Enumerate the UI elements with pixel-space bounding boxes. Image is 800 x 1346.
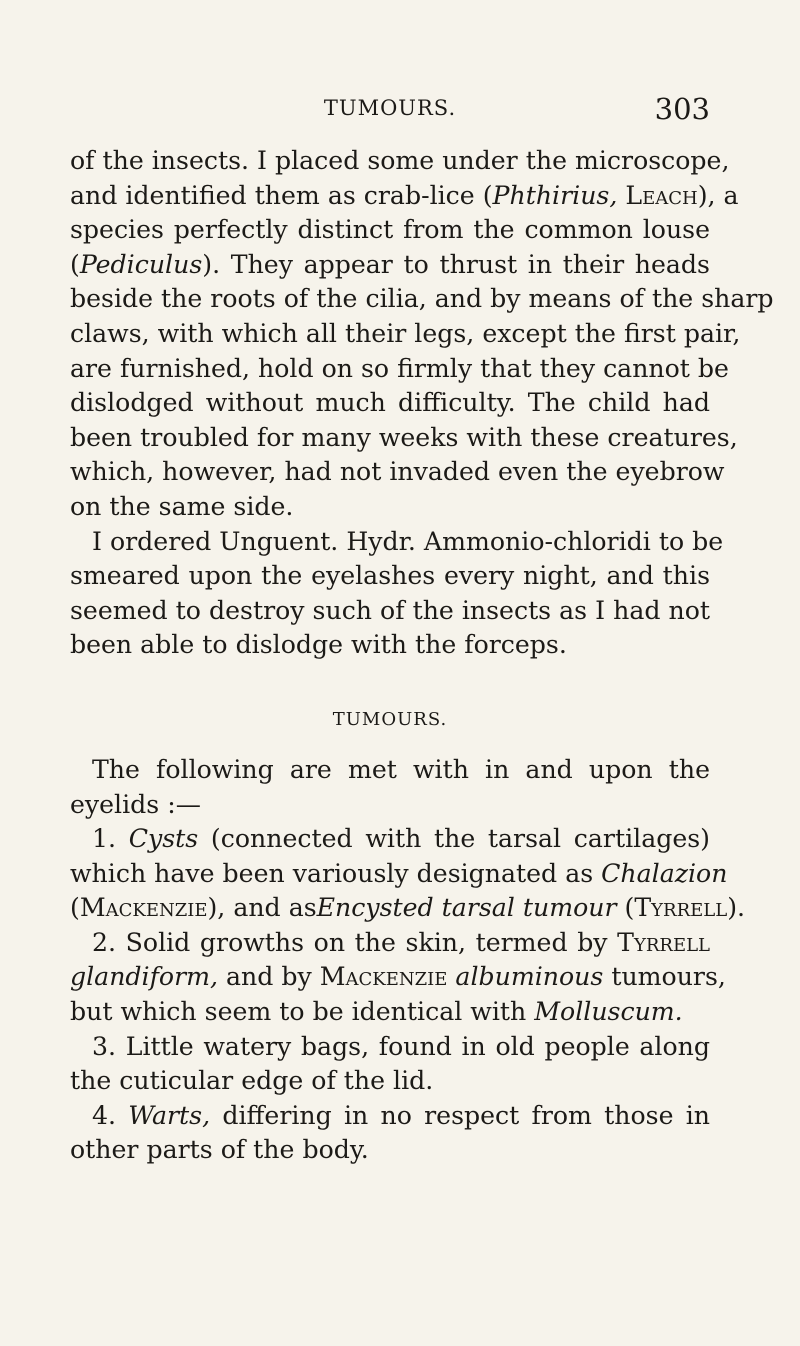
text-line: been troubled for many weeks with these creatures, xyxy=(70,422,738,452)
list-item-2: 2. Solid growths on the skin, termed by Tyrrell xyxy=(92,927,710,957)
text-line: which, however, had not invaded even the eyebrow xyxy=(70,457,725,487)
text-line: been able to dislodge with the forceps. xyxy=(70,630,567,660)
text-line: (Mackenzie), and asEncysted tarsal tumour (Tyrrell). xyxy=(70,893,746,923)
body-text xyxy=(70,144,774,1168)
text-line: of the insects. I placed some under the microscope, xyxy=(70,146,730,175)
section-heading: TUMOURS. xyxy=(332,708,448,730)
text-line: claws, with which all their legs, except the first pair, xyxy=(70,318,741,348)
text-line: eyelids :— xyxy=(70,789,201,819)
list-item-3: 3. Little watery bags, found in old people along xyxy=(92,1031,710,1061)
text-line: the cuticular edge of the lid. xyxy=(70,1066,434,1096)
text-line: but which seem to be identical with Molluscum. xyxy=(70,997,683,1027)
text-line: which have been variously designated as Chalazion xyxy=(70,858,728,888)
page-number: 303 xyxy=(654,92,710,126)
text-line: glandiform, and by Mackenzie albuminous tumours, xyxy=(70,962,726,992)
text-line: beside the roots of the cilia, and by means of the sharp xyxy=(70,284,774,314)
list-item-4: 4. Warts, differing in no respect from those in xyxy=(92,1100,710,1130)
text-line: species perfectly distinct from the common louse xyxy=(70,215,710,245)
text-line: (Pediculus). They appear to thrust in their heads xyxy=(70,249,710,279)
text-line: on the same side. xyxy=(70,491,294,521)
text-line: smeared upon the eyelashes every night, and this xyxy=(70,561,710,591)
text-line: are furnished, hold on so firmly that they cannot be xyxy=(70,353,729,383)
running-head xyxy=(70,92,710,126)
text-line: dislodged without much difficulty. The child had xyxy=(70,388,710,418)
text-line: other parts of the body. xyxy=(70,1135,369,1165)
text-line: I ordered Unguent. Hydr. Ammonio-chloridi to be xyxy=(92,526,724,556)
list-item-1: 1. Cysts (connected with the tarsal cartilages) xyxy=(92,824,710,854)
text-line: The following are met with in and upon the xyxy=(92,754,710,784)
running-title: TUMOURS. xyxy=(323,96,457,120)
text-line: and identified them as crab-lice (Phthirius, Leach), a xyxy=(70,180,739,210)
text-line: seemed to destroy such of the insects as I had not xyxy=(70,595,710,625)
